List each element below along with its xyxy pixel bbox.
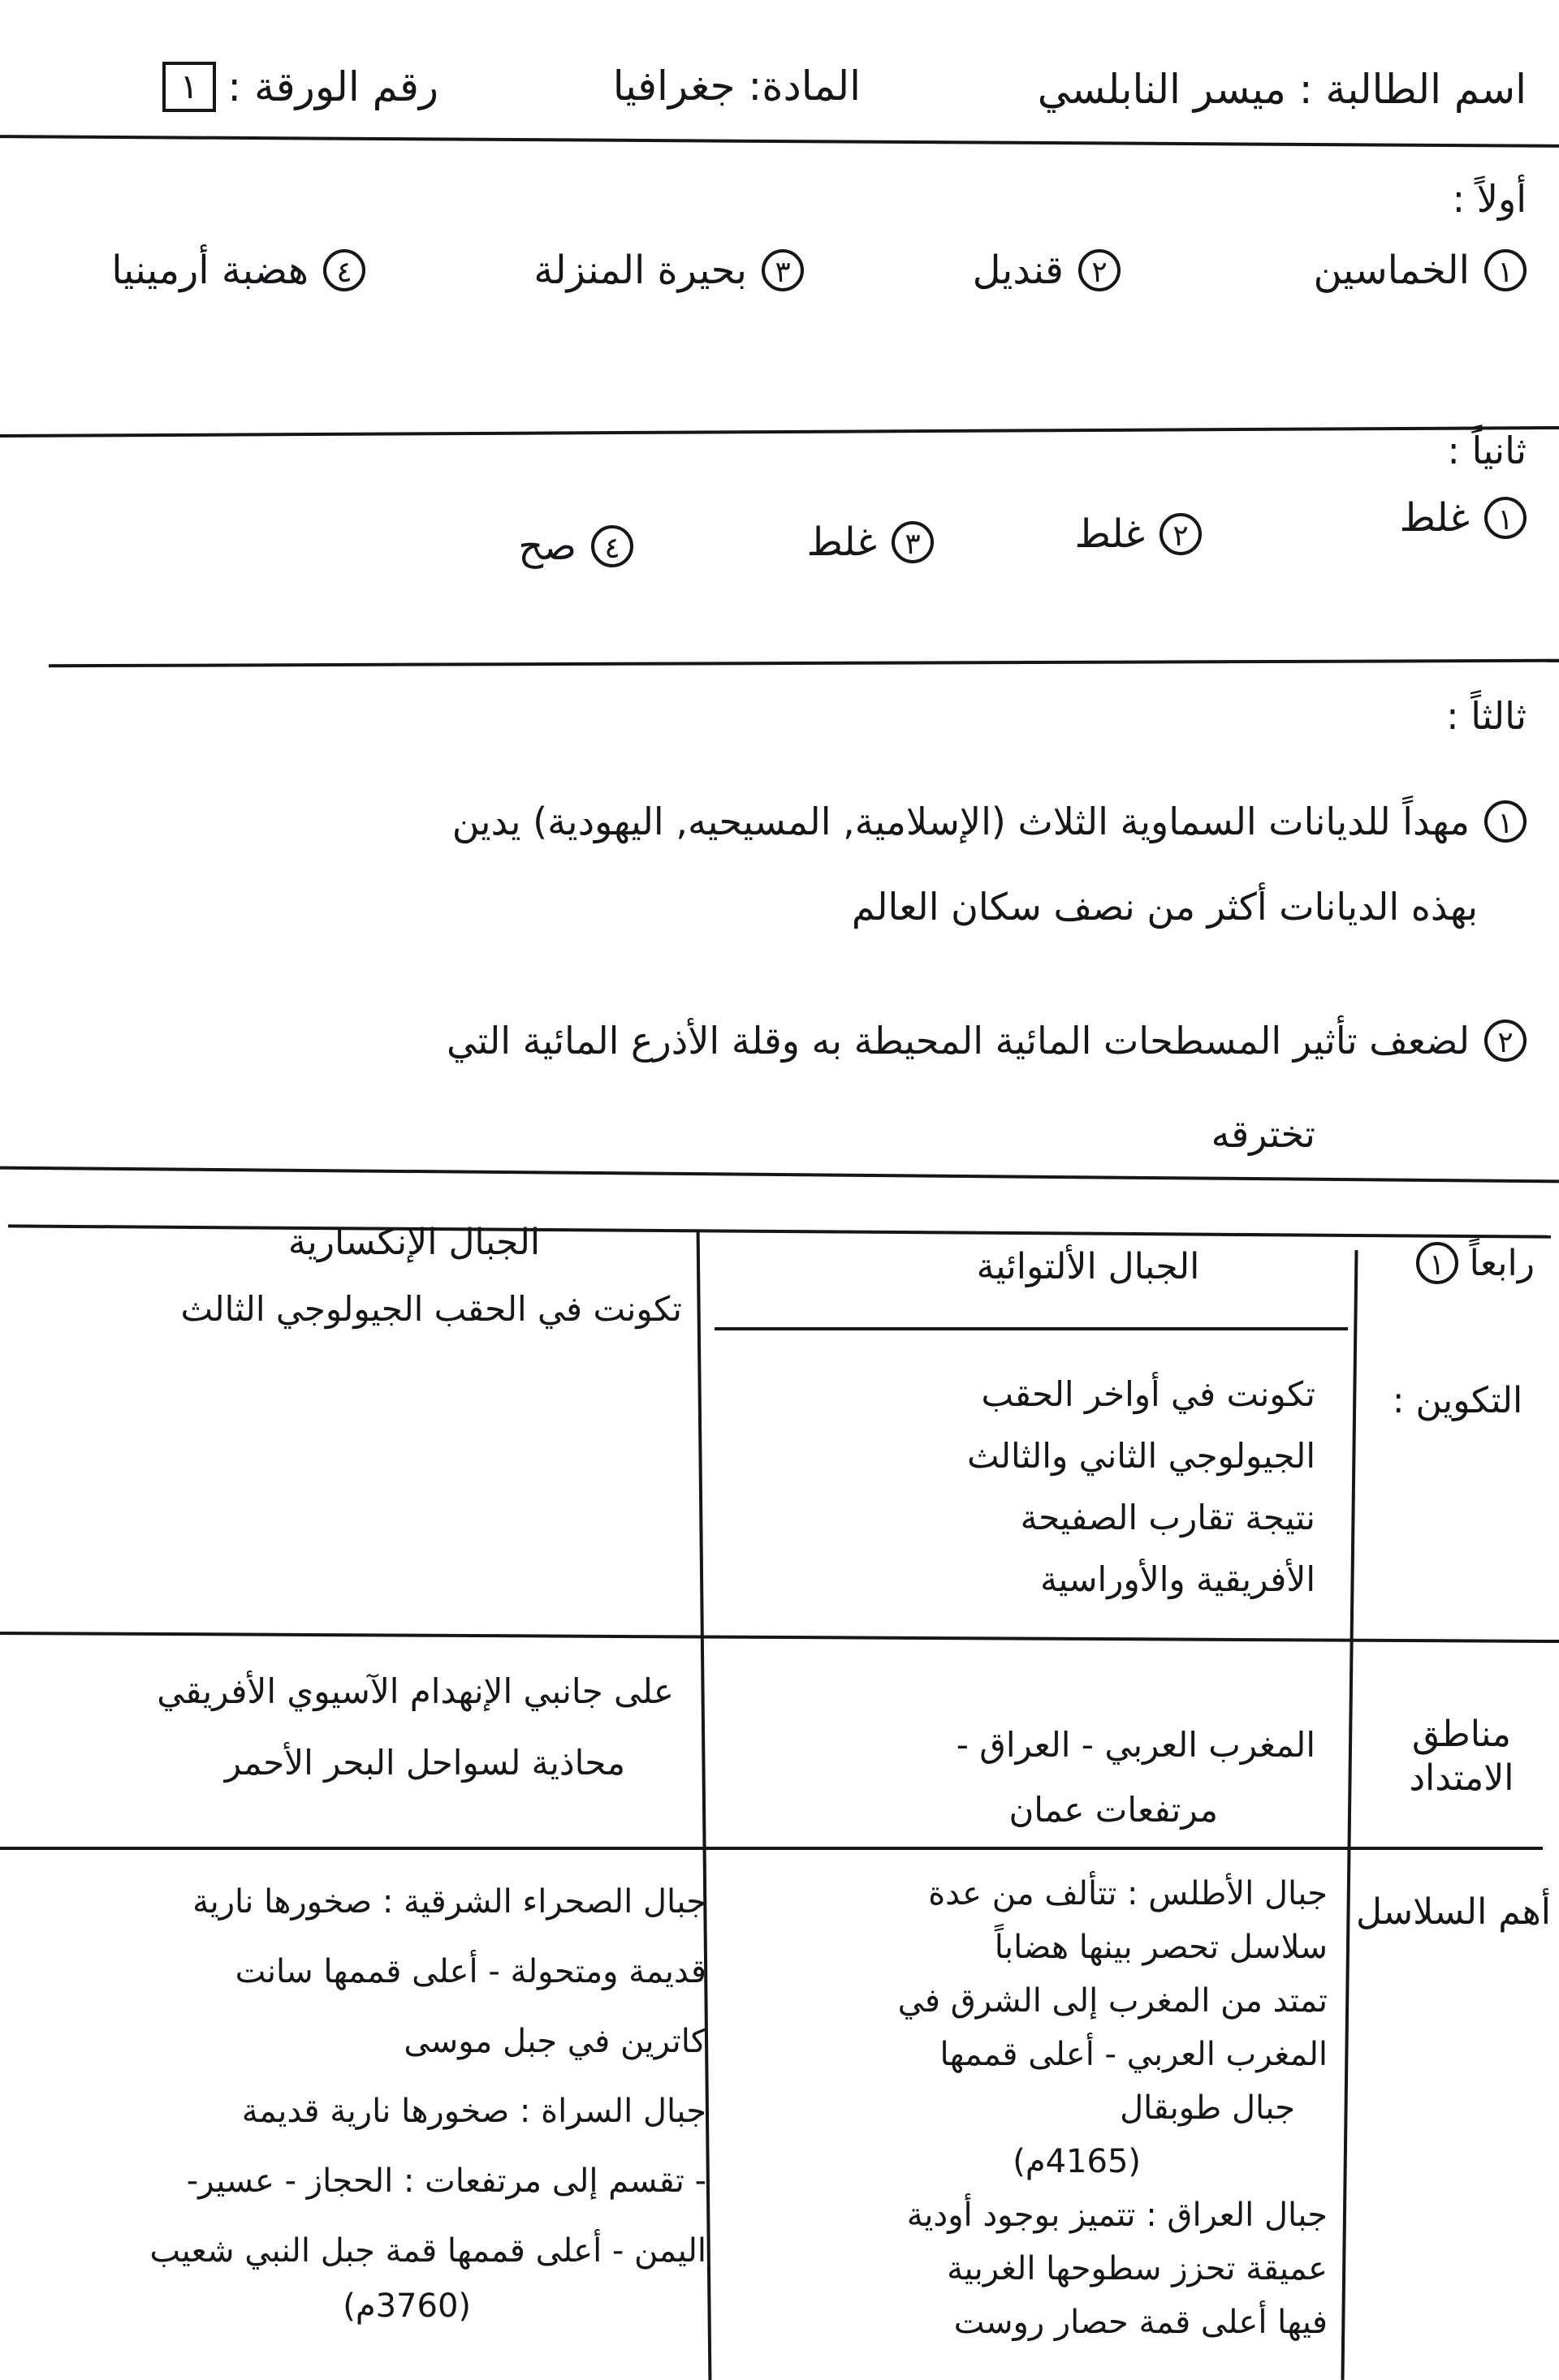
s1-answer-4-text: هضبة أرمينيا [111, 248, 309, 293]
ranges-volcanic-line-3: كاترين في جبل موسى [404, 2023, 706, 2060]
s1-answer-3-text: بحيرة المنزلة [533, 248, 747, 293]
student-name: اسم الطالبة : ميسر النابلسي [1037, 66, 1527, 113]
s2-answer-2 [1074, 511, 1202, 557]
extent-volcanic-cell [157, 1656, 674, 1799]
col-alpine-header: الجبال الألتوائية [976, 1246, 1200, 1287]
section2-divider [49, 659, 1559, 667]
extent-alpine-line-1: المغرب العربي - العراق - [956, 1725, 1315, 1765]
row-formation-label: التكوين : [1392, 1380, 1523, 1421]
ranges-volcanic-line-2: قديمة ومتحولة - أعلى قممها سانت [235, 1953, 706, 1990]
s2-answer-4-text: صح [518, 524, 577, 569]
s1-answer-2-number: ٢ [1078, 249, 1121, 291]
formation-alpine-line-1: تكونت في أواخر الحقب [981, 1374, 1315, 1414]
s3-answer-2-number: ٢ [1484, 1020, 1527, 1062]
s2-answer-1-number: ١ [1484, 497, 1527, 539]
ranges-alpine-line-8: عميقة تحزز سطوحها الغربية [947, 2250, 1328, 2287]
ranges-alpine-line-3: تمتد من المغرب إلى الشرق في [897, 1982, 1328, 2020]
ranges-alpine-line-1: جبال الأطلس : تتألف من عدة [928, 1875, 1328, 1912]
section2-title: ثانياً : [1447, 429, 1527, 472]
formation-volcanic-cell [181, 1278, 682, 1340]
s2-answer-1 [1399, 495, 1527, 541]
ranges-alpine-cell [898, 1867, 1328, 2349]
table-header-bottom-line [715, 1327, 1348, 1330]
formation-alpine-line-3: نتيجة تقارب الصفيحة [1020, 1498, 1315, 1537]
formation-volcanic-line: تكونت في الحقب الجيولوجي الثالث [180, 1289, 682, 1329]
header-divider [0, 135, 1559, 148]
s1-answer-4 [111, 248, 365, 293]
s3-answer-1-line2: بهذه الديانات أكثر من نصف سكان العالم [851, 885, 1478, 929]
ranges-alpine-line-5: جبال طوبقال [1120, 2089, 1295, 2127]
s2-answer-2-text: غلط [1074, 511, 1145, 557]
s3-answer-2-text1: لضعف تأثير المسطحات المائية المحيطة به وقلة الأذرع المائية التي [447, 1019, 1470, 1063]
row-extent-label [1372, 1713, 1551, 1800]
ranges-alpine-line-9: فيها أعلى قمة حصار روست [953, 2304, 1328, 2341]
s2-answer-2-number: ٢ [1160, 513, 1202, 555]
s1-answer-1-number: ١ [1484, 249, 1527, 291]
extent-volcanic-line-1: على جانبي الإنهدام الآسيوي الأفريقي [157, 1671, 674, 1711]
formation-alpine-line-4: الأفريقية والأوراسية [1040, 1559, 1315, 1599]
ranges-volcanic-line-1: جبال الصحراء الشرقية : صخورها نارية [192, 1883, 706, 1921]
s1-answer-2 [973, 248, 1121, 293]
s2-answer-1-text: غلط [1399, 495, 1470, 541]
sheet-number-label [162, 62, 438, 112]
section4-title [1416, 1242, 1535, 1284]
formation-alpine-cell [967, 1364, 1315, 1610]
ranges-volcanic-line-7: (3760م) [343, 2287, 471, 2325]
s1-answer-3 [533, 248, 804, 293]
col-volcanic-header: الجبال الإنكسارية [287, 1222, 541, 1263]
table-row2-line [0, 1847, 1543, 1850]
table-row1-line [0, 1632, 1559, 1643]
row-ranges-label: أهم السلاسل [1355, 1891, 1551, 1933]
s2-answer-3-number: ٣ [892, 521, 934, 563]
table-divider-right [1341, 1250, 1358, 2380]
s3-answer-2-line1 [447, 1019, 1527, 1063]
section3-divider [0, 1166, 1559, 1184]
ranges-volcanic-line-5: - تقسم إلى مرتفعات : الحجاز - عسير- [186, 2162, 706, 2200]
subject-name: المادة: جغرافيا [612, 63, 861, 110]
s2-answer-3-text: غلط [806, 520, 877, 565]
s1-answer-2-text: قنديل [972, 248, 1064, 293]
section1-divider [0, 426, 1559, 438]
s3-answer-1-number: ١ [1484, 800, 1527, 843]
ranges-volcanic-line-4: جبال السراة : صخورها نارية قديمة [241, 2093, 706, 2130]
ranges-volcanic-line-6: اليمن - أعلى قممها قمة جبل النبي شعيب [149, 2232, 706, 2270]
row-extent-label-1: مناطق [1412, 1714, 1511, 1755]
s1-answer-1 [1313, 248, 1527, 293]
s1-answer-4-number: ٤ [323, 249, 365, 291]
s3-answer-1-text1: مهداً للديانات السماوية الثلاث (الإسلامية, المسيحيه, اليهودية) يدين [451, 800, 1470, 843]
section1-title: أولاً : [1452, 177, 1527, 221]
s3-answer-1-line1 [452, 800, 1527, 843]
s2-answer-3 [806, 520, 934, 565]
s2-answer-4 [518, 524, 633, 569]
s1-answer-3-number: ٣ [762, 249, 804, 291]
extent-alpine-cell [957, 1713, 1315, 1843]
section4-title-text: رابعاً [1469, 1242, 1535, 1284]
ranges-alpine-line-7: جبال العراق : تتميز بوجود أودية [906, 2197, 1328, 2234]
section4-title-number: ١ [1416, 1242, 1458, 1284]
ranges-alpine-line-2: سلاسل تحصر بينها هضاباً [994, 1929, 1328, 1966]
row-extent-label-2: الامتداد [1409, 1757, 1514, 1799]
sheet-label-text: رقم الورقة : [227, 63, 438, 110]
formation-alpine-line-2: الجيولوجي الثاني والثالث [966, 1436, 1315, 1476]
extent-volcanic-line-2: محاذية لسواحل البحر الأحمر [224, 1743, 625, 1783]
s1-answer-1-text: الخماسين [1313, 248, 1470, 293]
ranges-volcanic-cell [149, 1867, 706, 2326]
ranges-alpine-line-4: المغرب العربي - أعلى قممها [939, 2036, 1328, 2073]
s2-answer-4-number: ٤ [591, 525, 633, 567]
section3-title: ثالثاً : [1446, 694, 1527, 738]
sheet-number-box: ١ [162, 62, 217, 112]
ranges-alpine-line-6: (4165م) [1013, 2143, 1141, 2180]
extent-alpine-line-2: مرتفعات عمان [1008, 1790, 1218, 1830]
s3-answer-2-line2: تخترقه [1211, 1112, 1315, 1156]
